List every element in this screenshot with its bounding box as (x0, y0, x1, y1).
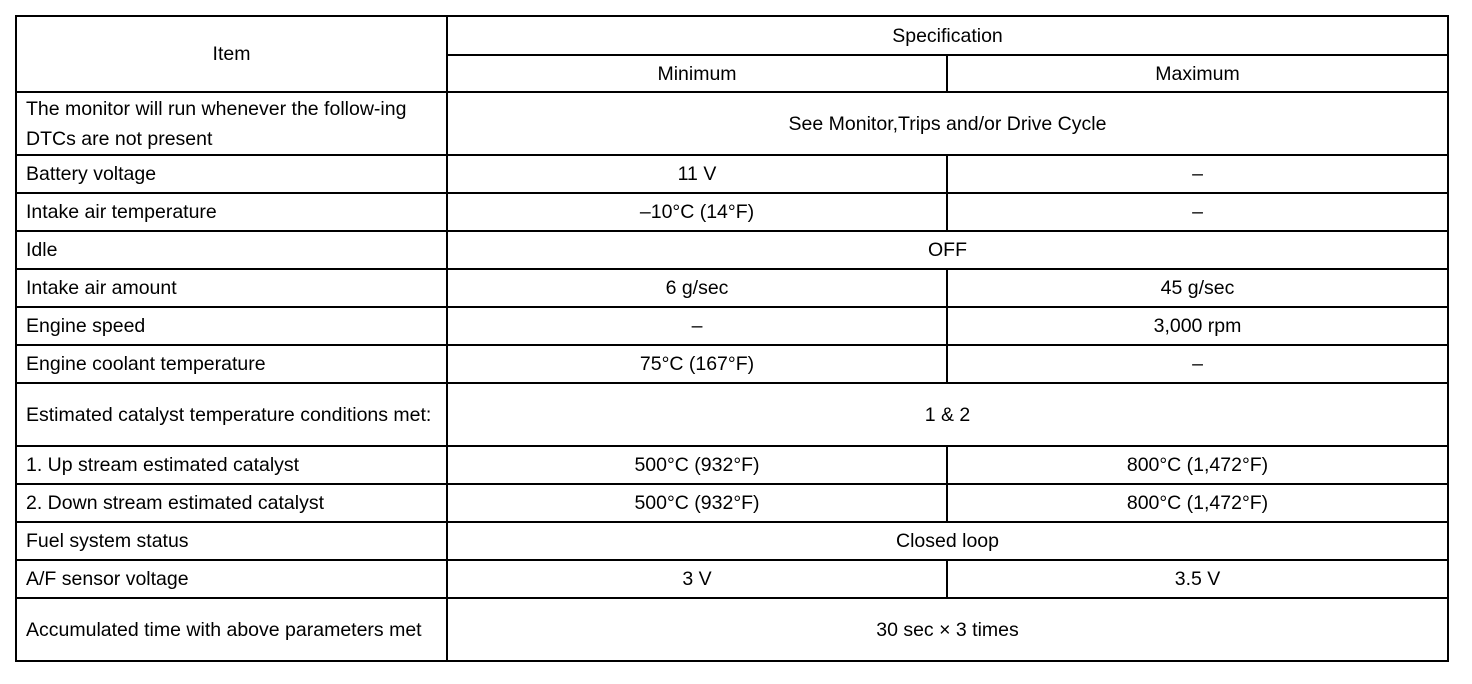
table-row (16, 155, 1448, 193)
header-item: Item (16, 16, 447, 92)
table-row (16, 522, 1448, 560)
row-maximum: 800°C (1,472°F) (947, 446, 1448, 484)
row-merged-value: See Monitor,Trips and/or Drive Cycle (447, 92, 1448, 155)
row-minimum: 500°C (932°F) (447, 446, 947, 484)
table-row (16, 383, 1448, 446)
row-maximum: – (947, 193, 1448, 231)
row-item: Engine coolant temperature (16, 345, 447, 383)
header-row (16, 16, 1448, 55)
row-item: Intake air temperature (16, 193, 447, 231)
header-minimum: Minimum (447, 55, 947, 92)
row-merged-value: Closed loop (447, 522, 1448, 560)
table-row (16, 484, 1448, 522)
row-maximum: 3,000 rpm (947, 307, 1448, 345)
row-item: Engine speed (16, 307, 447, 345)
row-minimum: – (447, 307, 947, 345)
row-item: Estimated catalyst temperature conditions met: (16, 383, 447, 446)
row-minimum: 11 V (447, 155, 947, 193)
row-minimum: 3 V (447, 560, 947, 598)
specification-table (15, 15, 1449, 662)
row-item: Intake air amount (16, 269, 447, 307)
row-item: 2. Down stream estimated catalyst (16, 484, 447, 522)
table-row (16, 231, 1448, 269)
table-row (16, 193, 1448, 231)
table-row (16, 307, 1448, 345)
row-maximum: 3.5 V (947, 560, 1448, 598)
table-row (16, 446, 1448, 484)
row-maximum: 45 g/sec (947, 269, 1448, 307)
table-row (16, 560, 1448, 598)
row-merged-value: 1 & 2 (447, 383, 1448, 446)
row-item: Accumulated time with above parameters met (16, 598, 447, 661)
row-maximum: – (947, 155, 1448, 193)
row-minimum: 75°C (167°F) (447, 345, 947, 383)
table-row (16, 92, 1448, 155)
row-maximum: – (947, 345, 1448, 383)
row-item: Fuel system status (16, 522, 447, 560)
table-row (16, 598, 1448, 661)
row-item: A/F sensor voltage (16, 560, 447, 598)
table-row (16, 345, 1448, 383)
row-item: 1. Up stream estimated catalyst (16, 446, 447, 484)
header-specification: Specification (447, 16, 1448, 55)
row-merged-value: 30 sec × 3 times (447, 598, 1448, 661)
row-item: Idle (16, 231, 447, 269)
table-row (16, 269, 1448, 307)
header-maximum: Maximum (947, 55, 1448, 92)
row-minimum: 6 g/sec (447, 269, 947, 307)
row-maximum: 800°C (1,472°F) (947, 484, 1448, 522)
row-item: Battery voltage (16, 155, 447, 193)
row-minimum: 500°C (932°F) (447, 484, 947, 522)
row-minimum: –10°C (14°F) (447, 193, 947, 231)
row-item: The monitor will run whenever the follow-ing DTCs are not present (16, 92, 447, 155)
row-merged-value: OFF (447, 231, 1448, 269)
